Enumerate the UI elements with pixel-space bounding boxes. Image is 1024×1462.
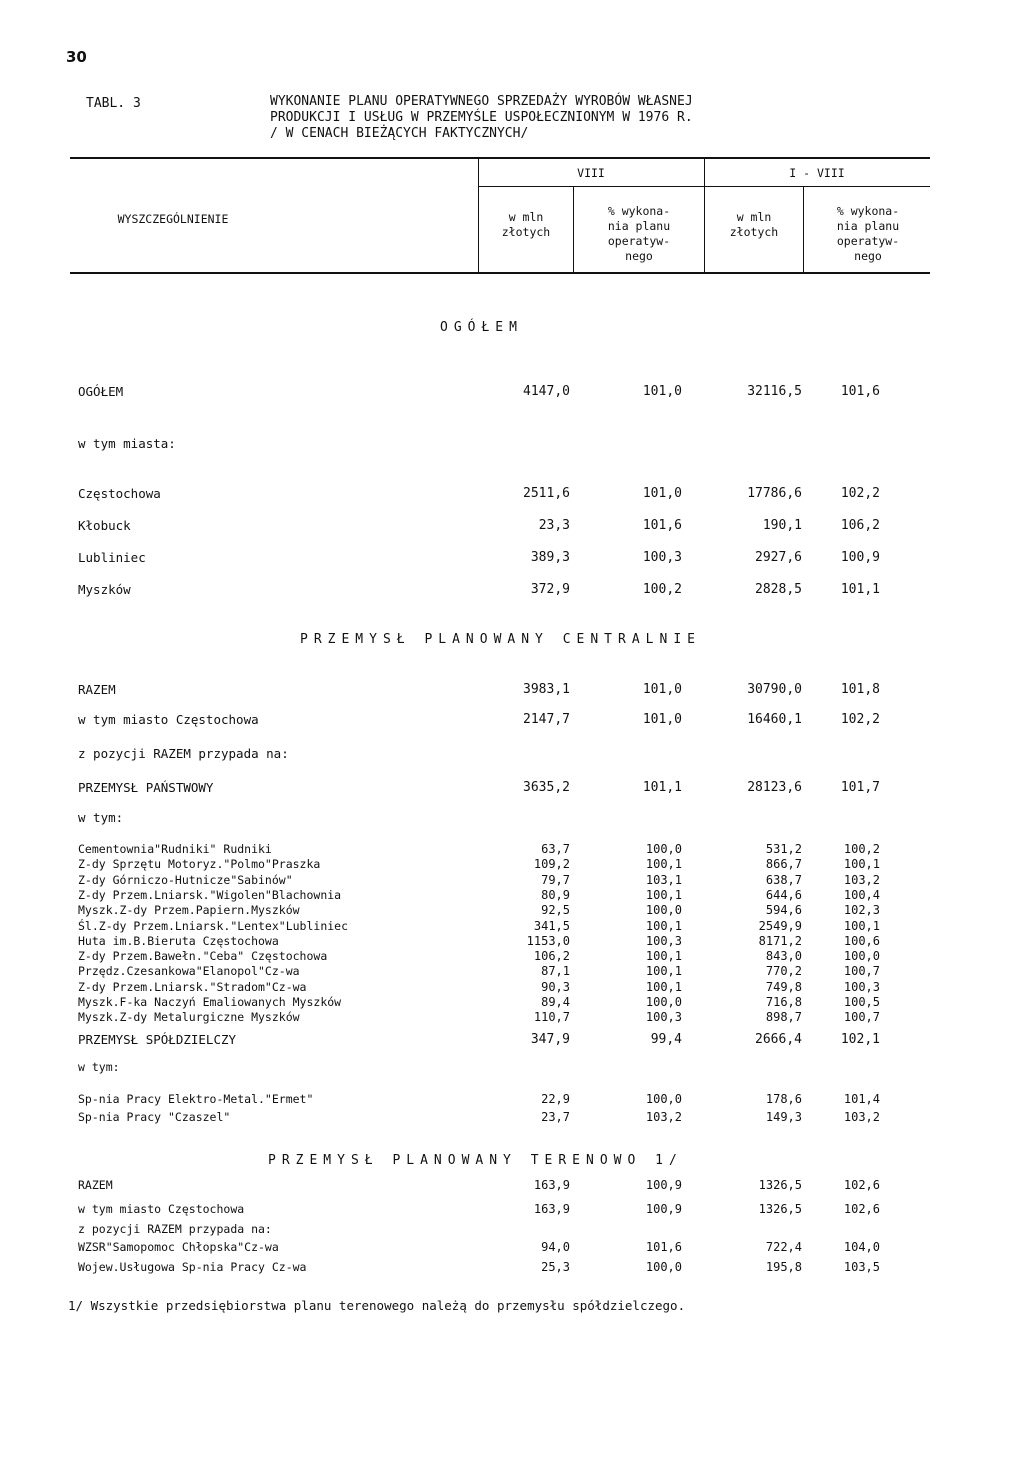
- value-cumulative: 716,8: [765, 995, 802, 1009]
- pct-cumulative: 100,7: [843, 964, 880, 978]
- pct-cumulative: 100,2: [843, 842, 880, 856]
- value-cumulative: 17786,6: [747, 486, 802, 501]
- value-cumulative: 16460,1: [747, 712, 802, 727]
- value-month: 63,7: [541, 842, 570, 856]
- pct-cumulative: 103,5: [843, 1260, 880, 1274]
- pct-month: 101,1: [642, 780, 682, 795]
- row-label: Sp-nia Pracy Elektro-Metal."Ermet": [78, 1092, 314, 1106]
- value-cumulative: 749,8: [765, 980, 802, 994]
- value-month: 2147,7: [523, 712, 570, 727]
- row-label: w tym miasto Częstochowa: [78, 1202, 245, 1216]
- value-month: 110,7: [533, 1010, 570, 1024]
- col-header-value: [706, 210, 802, 240]
- value-month: 2511,6: [523, 486, 570, 501]
- pct-month: 100,0: [645, 1260, 682, 1274]
- value-cumulative: 1326,5: [758, 1202, 802, 1216]
- section-title-centralny: PRZEMYSŁ PLANOWANY CENTRALNIE: [300, 632, 701, 647]
- pct-cumulative: 103,2: [843, 1110, 880, 1124]
- row-label: Śl.Z-dy Przem.Lniarsk."Lentex"Lubliniec: [78, 919, 349, 933]
- col-header-line: w mln: [508, 210, 544, 224]
- value-cumulative: 843,0: [765, 949, 802, 963]
- value-cumulative: 28123,6: [747, 780, 802, 795]
- pct-month: 100,1: [645, 949, 682, 963]
- pct-month: 101,0: [642, 384, 682, 399]
- value-month: 163,9: [533, 1202, 570, 1216]
- pct-month: 100,1: [645, 888, 682, 902]
- pct-cumulative: 102,3: [843, 903, 880, 917]
- value-month: 106,2: [533, 949, 570, 963]
- pct-cumulative: 101,7: [840, 780, 880, 795]
- row-label: Z-dy Górniczo-Hutnicze"Sabinów": [78, 873, 293, 887]
- pct-month: 100,1: [645, 980, 682, 994]
- row-label: z pozycji RAZEM przypada na:: [78, 1222, 272, 1236]
- row-label: Kłobuck: [78, 518, 131, 533]
- value-cumulative: 866,7: [765, 857, 802, 871]
- value-cumulative: 30790,0: [747, 682, 802, 697]
- col-header-value: [480, 210, 572, 240]
- value-month: 92,5: [541, 903, 570, 917]
- value-month: 89,4: [541, 995, 570, 1009]
- row-label: Sp-nia Pracy "Czaszel": [78, 1110, 231, 1124]
- row-label: w tym miasta:: [78, 436, 176, 451]
- row-label: Lubliniec: [78, 550, 146, 565]
- row-label: OGÓŁEM: [78, 384, 124, 399]
- pct-month: 100,1: [645, 919, 682, 933]
- pct-month: 100,9: [645, 1202, 682, 1216]
- table-label: TABL. 3: [86, 96, 141, 111]
- value-month: 90,3: [541, 980, 570, 994]
- pct-month: 101,0: [642, 682, 682, 697]
- value-cumulative: 2666,4: [755, 1032, 802, 1047]
- pct-cumulative: 101,4: [843, 1092, 880, 1106]
- table-title: [270, 94, 693, 142]
- pct-cumulative: 102,6: [843, 1202, 880, 1216]
- value-month: 3635,2: [523, 780, 570, 795]
- value-cumulative: 149,3: [765, 1110, 802, 1124]
- header-bottom-rule: [70, 272, 930, 274]
- value-month: 80,9: [541, 888, 570, 902]
- row-label: Myszk.F-ka Naczyń Emaliowanych Myszków: [78, 995, 342, 1009]
- row-label: Z-dy Przem.Lniarsk."Stradom"Cz-wa: [78, 980, 307, 994]
- pct-cumulative: 100,1: [843, 857, 880, 871]
- value-cumulative: 2927,6: [755, 550, 802, 565]
- pct-cumulative: 106,2: [840, 518, 880, 533]
- col-header-line: nia planu: [836, 219, 900, 233]
- pct-cumulative: 102,2: [840, 486, 880, 501]
- pct-cumulative: 100,9: [840, 550, 880, 565]
- period-header-month: VIII: [577, 166, 605, 180]
- col-header-line: operatyw-: [607, 234, 671, 248]
- value-month: 23,7: [541, 1110, 570, 1124]
- pct-cumulative: 102,2: [840, 712, 880, 727]
- header-divider: [803, 187, 804, 272]
- row-label: Myszków: [78, 582, 131, 597]
- pct-month: 100,3: [645, 1010, 682, 1024]
- col-header-pct: [576, 204, 702, 264]
- footnote: 1/ Wszystkie przedsiębiorstwa planu terenowego należą do przemysłu spółdzielczego.: [68, 1298, 686, 1313]
- pct-cumulative: 102,1: [840, 1032, 880, 1047]
- value-month: 347,9: [530, 1032, 570, 1047]
- pct-cumulative: 100,1: [843, 919, 880, 933]
- row-label: w tym:: [78, 1060, 120, 1074]
- pct-cumulative: 100,5: [843, 995, 880, 1009]
- pct-cumulative: 100,0: [843, 949, 880, 963]
- value-cumulative: 2549,9: [758, 919, 802, 933]
- pct-month: 101,0: [642, 486, 682, 501]
- pct-month: 100,1: [645, 857, 682, 871]
- row-label: PRZEMYSŁ SPÓŁDZIELCZY: [78, 1032, 237, 1047]
- value-month: 94,0: [541, 1240, 570, 1254]
- col-header-pct: [806, 204, 930, 264]
- value-cumulative: 1326,5: [758, 1178, 802, 1192]
- value-cumulative: 722,4: [765, 1240, 802, 1254]
- col-header-line: nego: [854, 249, 882, 263]
- pct-month: 101,6: [645, 1240, 682, 1254]
- pct-month: 100,1: [645, 964, 682, 978]
- pct-month: 100,2: [642, 582, 682, 597]
- value-cumulative: 770,2: [765, 964, 802, 978]
- row-label: WZSR"Samopomoc Chłopska"Cz-wa: [78, 1240, 279, 1254]
- value-month: 23,3: [538, 518, 570, 533]
- title-line: WYKONANIE PLANU OPERATYWNEGO SPRZEDAŻY WYROBÓW WŁASNEJ: [270, 94, 693, 109]
- col-header-line: operatyw-: [836, 234, 900, 248]
- value-cumulative: 638,7: [765, 873, 802, 887]
- pct-month: 99,4: [650, 1032, 682, 1047]
- row-label: Wojew.Usługowa Sp-nia Pracy Cz-wa: [78, 1260, 307, 1274]
- value-month: 163,9: [533, 1178, 570, 1192]
- pct-cumulative: 100,7: [843, 1010, 880, 1024]
- pct-month: 101,6: [642, 518, 682, 533]
- value-cumulative: 898,7: [765, 1010, 802, 1024]
- row-label: Przędz.Czesankowa"Elanopol"Cz-wa: [78, 964, 300, 978]
- pct-cumulative: 103,2: [843, 873, 880, 887]
- pct-cumulative: 100,4: [843, 888, 880, 902]
- pct-month: 103,1: [645, 873, 682, 887]
- row-label: Z-dy Sprzętu Motoryz."Polmo"Praszka: [78, 857, 321, 871]
- value-cumulative: 32116,5: [747, 384, 802, 399]
- col-header-line: w mln: [736, 210, 772, 224]
- col-header-line: nia planu: [607, 219, 671, 233]
- value-cumulative: 178,6: [765, 1092, 802, 1106]
- value-cumulative: 2828,5: [755, 582, 802, 597]
- col-header-line: % wykona-: [607, 204, 671, 218]
- row-label: w tym:: [78, 810, 124, 825]
- value-month: 389,3: [530, 550, 570, 565]
- value-cumulative: 644,6: [765, 888, 802, 902]
- pct-cumulative: 104,0: [843, 1240, 880, 1254]
- row-label: RAZEM: [78, 1178, 113, 1192]
- pct-month: 100,0: [645, 903, 682, 917]
- col-header-line: złotych: [501, 225, 551, 239]
- value-month: 4147,0: [523, 384, 570, 399]
- row-label-header: WYSZCZEGÓLNIENIE: [117, 212, 229, 226]
- pct-month: 103,2: [645, 1110, 682, 1124]
- col-header-line: złotych: [729, 225, 779, 239]
- title-line: PRODUKCJI I USŁUG W PRZEMYŚLE USPOŁECZNIONYM W 1976 R.: [270, 110, 693, 125]
- value-month: 109,2: [533, 857, 570, 871]
- pct-cumulative: 102,6: [843, 1178, 880, 1192]
- value-cumulative: 594,6: [765, 903, 802, 917]
- value-cumulative: 190,1: [762, 518, 802, 533]
- header-top-rule: [70, 157, 930, 159]
- value-month: 22,9: [541, 1092, 570, 1106]
- pct-cumulative: 101,8: [840, 682, 880, 697]
- row-label: Częstochowa: [78, 486, 161, 501]
- pct-cumulative: 100,6: [843, 934, 880, 948]
- pct-cumulative: 101,6: [840, 384, 880, 399]
- pct-cumulative: 101,1: [840, 582, 880, 597]
- value-month: 25,3: [541, 1260, 570, 1274]
- value-month: 3983,1: [523, 682, 570, 697]
- pct-month: 100,3: [645, 934, 682, 948]
- value-month: 79,7: [541, 873, 570, 887]
- row-label: Z-dy Przem.Bawełn."Ceba" Częstochowa: [78, 949, 328, 963]
- pct-month: 100,0: [645, 842, 682, 856]
- value-cumulative: 195,8: [765, 1260, 802, 1274]
- row-label: Myszk.Z-dy Przem.Papiern.Myszków: [78, 903, 300, 917]
- value-month: 87,1: [541, 964, 570, 978]
- value-month: 1153,0: [526, 934, 570, 948]
- value-month: 372,9: [530, 582, 570, 597]
- title-line: / W CENACH BIEŻĄCYCH FAKTYCZNYCH/: [270, 126, 529, 141]
- period-header-cumulative: I - VIII: [789, 166, 845, 180]
- row-label: Cementownia"Rudniki" Rudniki: [78, 842, 272, 856]
- section-title-terenowy: PRZEMYSŁ PLANOWANY TERENOWO 1/: [268, 1153, 683, 1168]
- row-label: RAZEM: [78, 682, 116, 697]
- pct-month: 100,0: [645, 995, 682, 1009]
- pct-month: 101,0: [642, 712, 682, 727]
- row-label: PRZEMYSŁ PAŃSTWOWY: [78, 780, 214, 795]
- row-label: Z-dy Przem.Lniarsk."Wigolen"Blachownia: [78, 888, 342, 902]
- pct-month: 100,9: [645, 1178, 682, 1192]
- pct-month: 100,0: [645, 1092, 682, 1106]
- col-header-line: nego: [625, 249, 653, 263]
- section-title-ogolem: OGÓŁEM: [440, 320, 523, 335]
- pct-cumulative: 100,3: [843, 980, 880, 994]
- value-cumulative: 8171,2: [758, 934, 802, 948]
- col-header-line: % wykona-: [836, 204, 900, 218]
- row-label: w tym miasto Częstochowa: [78, 712, 259, 727]
- value-cumulative: 531,2: [765, 842, 802, 856]
- row-label: Huta im.B.Bieruta Częstochowa: [78, 934, 279, 948]
- header-divider: [573, 187, 574, 272]
- pct-month: 100,3: [642, 550, 682, 565]
- page-number: 30: [66, 48, 87, 66]
- row-label: Myszk.Z-dy Metalurgiczne Myszków: [78, 1010, 300, 1024]
- row-label: z pozycji RAZEM przypada na:: [78, 746, 289, 761]
- value-month: 341,5: [533, 919, 570, 933]
